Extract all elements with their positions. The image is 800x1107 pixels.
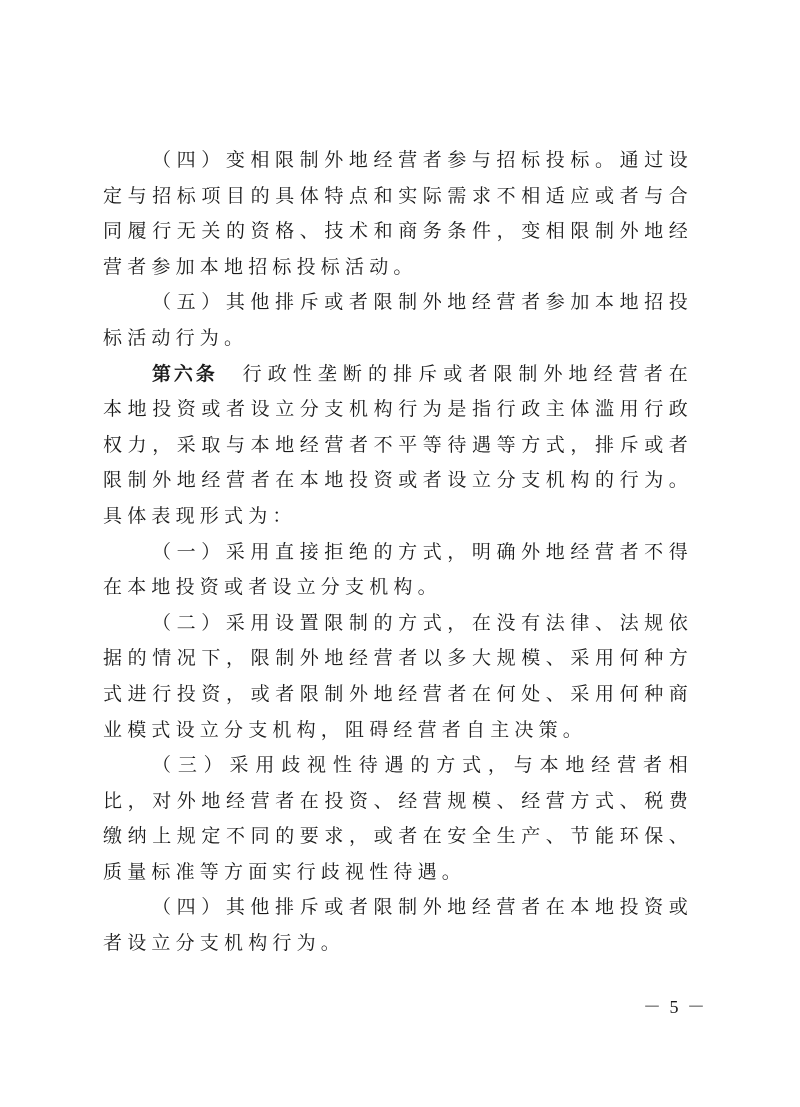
paragraph-item-5-bidding: （五）其他排斥或者限制外地经营者参加本地招投标活动行为。 xyxy=(103,291,693,349)
paragraph-item-4-bidding: （四）变相限制外地经营者参与招标投标。通过设定与招标项目的具体特点和实际需求不相适应或者与合同履行无关的资格、技术和商务条件，变相限制外地经营者参加本地招标投标活动。 xyxy=(103,149,693,278)
paragraph-item-2-investment: （二）采用设置限制的方式，在没有法律、法规依据的情况下，限制外地经营者以多大规模、采用何种方式进行投资，或者限制外地经营者在何处、采用何种商业模式设立分支机构，阻碍经营者自主决策。 xyxy=(103,611,693,741)
paragraph-article-6 xyxy=(103,357,693,535)
document-body xyxy=(103,143,693,962)
article-heading: 第六条 xyxy=(152,362,218,385)
page-number: － 5 － xyxy=(643,997,707,1017)
paragraph-item-3-investment: （三）采用歧视性待遇的方式，与本地经营者相比，对外地经营者在投资、经营规模、经营方式、税费缴纳上规定不同的要求，或者在安全生产、节能环保、质量标准等方面实行歧视性待遇。 xyxy=(103,754,693,883)
paragraph-item-1-investment: （一）采用直接拒绝的方式，明确外地经营者不得在本地投资或者设立分支机构。 xyxy=(103,540,693,599)
paragraph-item-4-investment: （四）其他排斥或者限制外地经营者在本地投资或者设立分支机构行为。 xyxy=(103,896,693,955)
article-text: 行政性垄断的排斥或者限制外地经营者在本地投资或者设立分支机构行为是指行政主体滥用行政权力，采取与本地经营者不平等待遇等方式，排斥或者限制外地经营者在本地投资或者设立分支机构的行为。具体表现形式为： xyxy=(103,362,693,527)
